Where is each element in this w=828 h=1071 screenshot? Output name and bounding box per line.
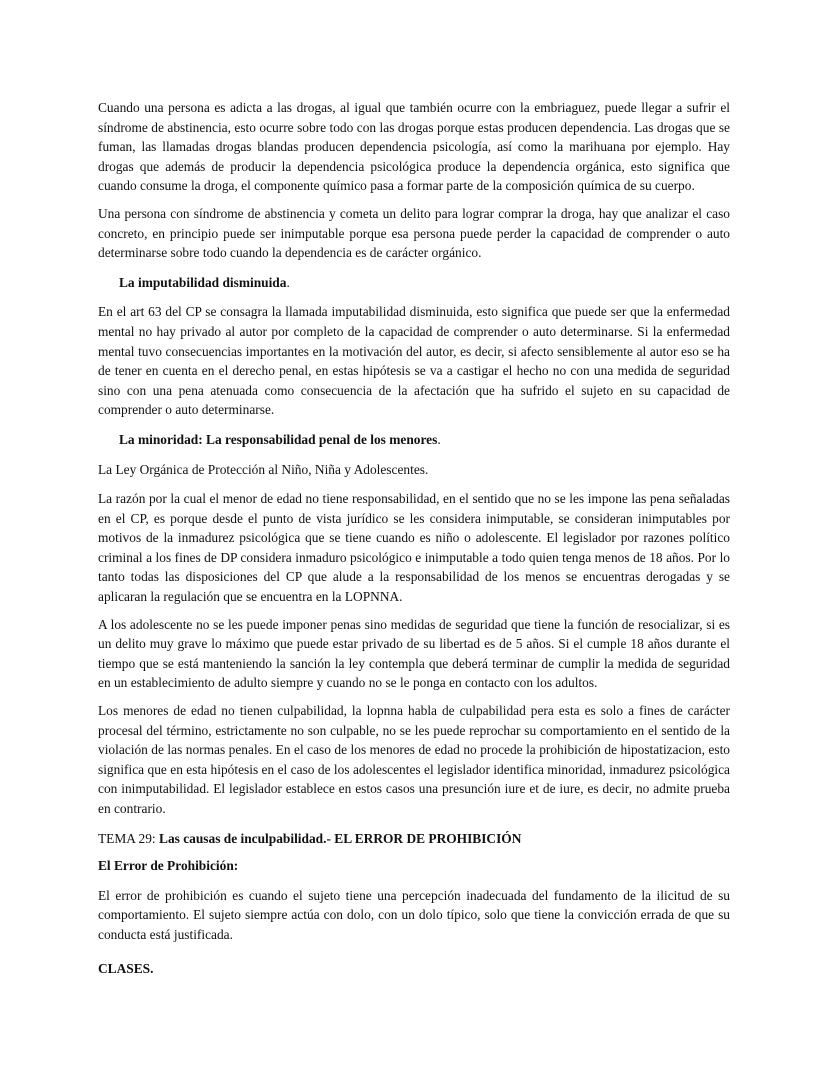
paragraph-ley-organica: La Ley Orgánica de Protección al Niño, Niña y Adolescentes.: [98, 461, 429, 477]
heading-minoridad-text: La minoridad: La responsabilidad penal de los menores: [119, 431, 438, 447]
paragraph-adolescentes-penas: A los adolescente no se les puede imponer penas sino medidas de seguridad que tiene la función de resocializar, si es un delito muy grave lo máximo que puede estar privado de su libertad es de 5 años. Si el cumple 18 años durante el tiempo que se está manteniendo la sanción la ley contempla que deberá terminar de cumplir la medida de seguridad en un establecimiento de adulto siempre y cuando no se le ponga en contacto con los adultos.: [98, 616, 730, 691]
heading-minoridad-period: .: [437, 431, 441, 447]
paragraph-abstinence-crime: Una persona con síndrome de abstinencia y cometa un delito para lograr comprar la droga, hay que analizar el caso concreto, en principio puede ser inimputable porque esa persona puede perder la capacidad de comprender o auto determinarse sobre todo cuando la dependencia es de carácter orgánico.: [98, 205, 730, 261]
paragraph-razon-menor: La razón por la cual el menor de edad no tiene responsabilidad, en el sentido que no se les impone las pena señaladas en el CP, es porque desde el punto de vista jurídico se les considera inimputable, se consideran inimputables por motivos de la inmadurez psicológica que se tiene cuando es niño o adolescente. El legislador por razones político criminal a los fines de DP considera inmaduro psicológico e inimputable a todo quien tenga menos de 18 años. Por lo tanto todas las disposiciones del CP que alude a la responsabilidad de los menos se encuentras derogadas y se aplicaran la regulación que se encuentra en la LOPNNA.: [98, 491, 730, 605]
tema-29-prefix: TEMA 29:: [98, 830, 160, 846]
paragraph-error-de-prohibicion: El error de prohibición es cuando el sujeto tiene una percepción inadecuada del fundamento de la ilicitud de su comportamiento. El sujeto siempre actúa con dolo, con un dolo típico, solo que tiene la convicción errada de que su conducta está justificada.: [98, 887, 730, 942]
heading-tema-29: [98, 829, 730, 849]
paragraph-menores-culpabilidad: Los menores de edad no tienen culpabilidad, la lopnna habla de culpabilidad pera esta es solo a fines de carácter procesal del término, estrictamente no son culpable, no se les puede reprochar su comportamiento en el sentido de la violación de las normas penales. En el caso de los menores de edad no procede la prohibición de hipostatizacion, esto significa que en esta hipótesis en el caso de los adolescentes el legislador identifica minoridad, inmadurez psicológica con inimputabilidad. El legislador establece en estos casos una presunción iure et de iure, es decir, no admite prueba en contrario.: [98, 703, 730, 816]
tema-29-title: Las causas de inculpabilidad.- EL ERROR DE PROHIBICIÓN: [159, 830, 522, 846]
heading-imputabilidad-disminuida: [98, 273, 730, 293]
paragraph-art-63: En el art 63 del CP se consagra la llamada imputabilidad disminuida, esto significa que puede ser que la enfermedad mental no hay privado al autor por completo de la capacidad de comprender o auto determinarse. Si la enfermedad mental tuvo consecuencias importantes en la motivación del autor, es decir, si afecto sensiblemente al autor eso se ha de tener en cuenta en el derecho penal, en estas hipótesis se va a castigar el hecho no con una medida de seguridad sino con una pena atenuada como consecuencia de la afectación que ha sufrido el sujeto en su capacidad de comprender o auto determinarse.: [98, 304, 730, 418]
heading-imputabilidad-disminuida-text: La imputabilidad disminuida: [119, 274, 287, 290]
paragraph-abstinence-drugs: Cuando una persona es adicta a las drogas, al igual que también ocurre con la embriaguez, puede llegar a sufrir el síndrome de abstinencia, esto ocurre sobre todo con las drogas porque estas producen dependencia. Las drogas que se fuman, las llamadas drogas blandas producen dependencia psicología, así como la marihuana por ejemplo. Hay drogas que además de producir la dependencia psicológica produce la dependencia orgánica, esto significa que cuando consume la droga, el componente químico pasa a formar parte de la composición química de su cuerpo.: [98, 100, 730, 194]
heading-imputabilidad-disminuida-period: .: [286, 274, 290, 290]
heading-minoridad: [98, 430, 730, 450]
heading-clases: CLASES.: [98, 960, 154, 976]
heading-error-de-prohibicion: El Error de Prohibición:: [98, 858, 239, 874]
document-page: [98, 98, 730, 978]
